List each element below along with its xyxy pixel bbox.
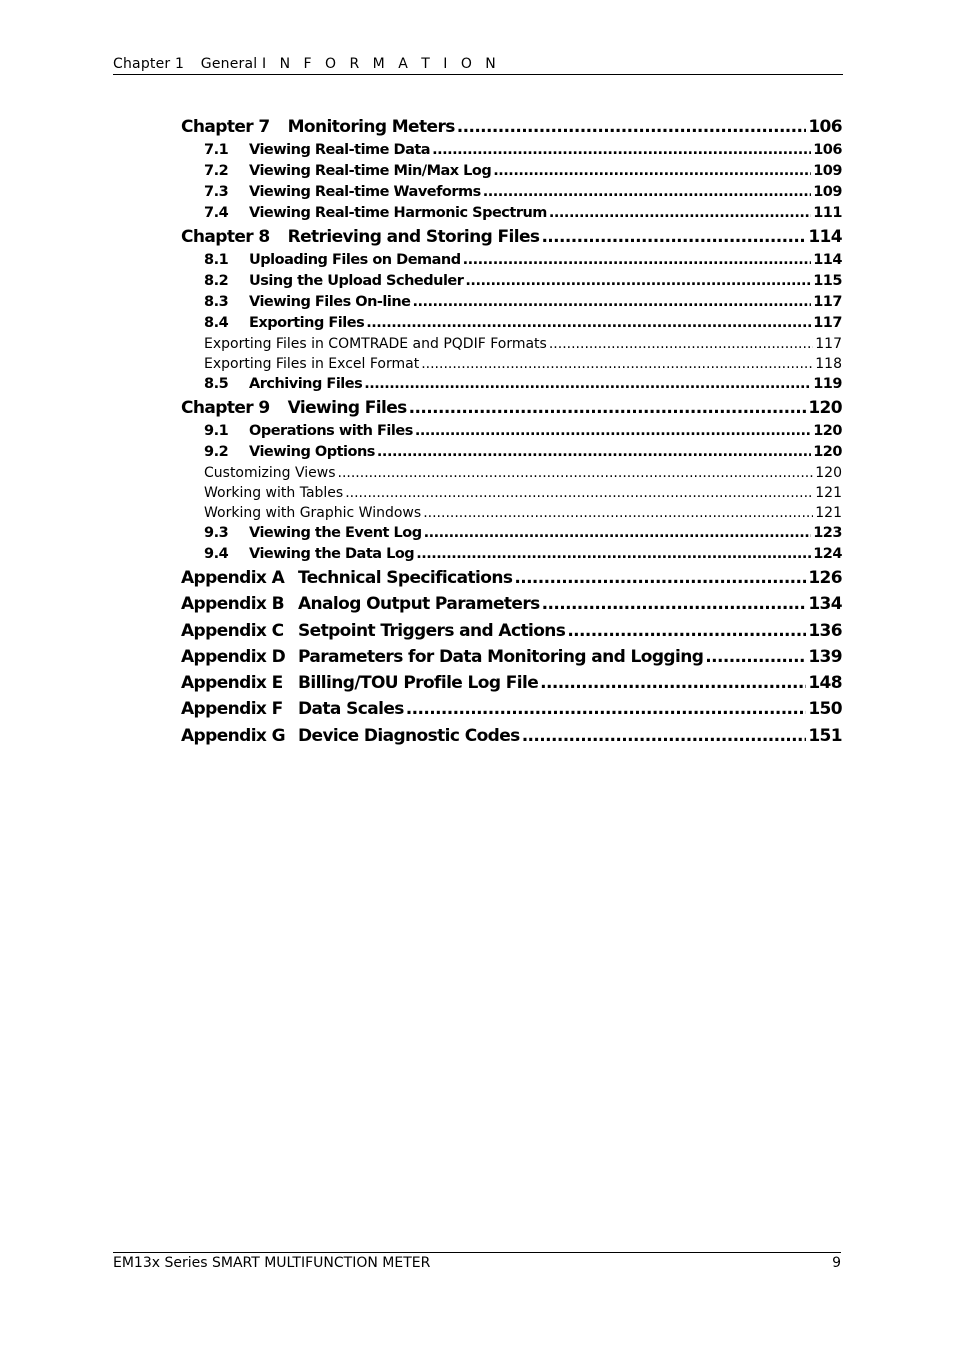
toc-entry[interactable] [181, 544, 842, 565]
toc-entry-number: Appendix F [181, 699, 283, 720]
toc-entry[interactable] [181, 354, 842, 374]
dot-leader [364, 374, 811, 395]
toc-entry-page-number: 106 [808, 117, 842, 137]
toc-entry-title: Viewing Files On-line [249, 294, 411, 310]
toc-entry-title-group [181, 565, 512, 591]
header-chapter: Chapter 1 [113, 56, 185, 72]
toc-entry-title-group [204, 334, 547, 354]
toc-entry-page-number: 120 [813, 444, 842, 460]
toc-entry-title: Working with Graphic Windows [204, 505, 422, 521]
toc-entry-title: Technical Specifications [298, 568, 513, 588]
toc-entry-title-group [204, 503, 421, 523]
toc-entry-title-group [181, 395, 407, 421]
toc-entry-title-group [181, 114, 455, 140]
toc-entry[interactable] [181, 591, 842, 617]
toc-entry-title: Exporting Files [249, 315, 365, 331]
toc-entry-number: 8.4 [204, 315, 229, 331]
toc-entry-page-number: 115 [813, 273, 842, 289]
toc-entry-page-number: 126 [808, 568, 842, 588]
toc-entry-title-group [181, 224, 539, 250]
dot-leader [338, 463, 814, 483]
toc-entry-number: 7.4 [204, 205, 229, 221]
dot-leader [522, 723, 807, 749]
toc-entry[interactable] [181, 696, 842, 722]
toc-entry-number: Appendix D [181, 646, 286, 667]
dot-leader [705, 644, 806, 670]
toc-entry[interactable] [181, 334, 842, 354]
toc-entry-title: Viewing Options [249, 444, 375, 460]
toc-entry-title: Viewing the Event Log [249, 525, 422, 541]
dot-leader [413, 292, 812, 313]
running-footer [113, 1252, 841, 1271]
toc-entry-title: Device Diagnostic Codes [298, 725, 520, 746]
toc-entry-title: Exporting Files in COMTRADE and PQDIF Formats [204, 336, 547, 352]
dot-leader [540, 670, 806, 696]
toc-entry-title: Parameters for Data Monitoring and Logging [298, 646, 704, 667]
toc-entry-number: 9.1 [204, 423, 229, 439]
toc-entry-title: Viewing the Data Log [249, 546, 415, 562]
toc-entry-title-group [204, 250, 461, 271]
toc-entry-page-number: 121 [815, 505, 842, 521]
toc-entry-title: Monitoring Meters [287, 117, 455, 137]
toc-entry-title-group [204, 523, 422, 544]
toc-entry-title-group [181, 644, 703, 670]
toc-entry-title: Exporting Files in Excel Format [204, 356, 420, 372]
toc-entry[interactable] [181, 644, 842, 670]
dot-leader [514, 565, 806, 591]
toc-entry-number: 8.2 [204, 273, 229, 289]
toc-entry-number: 9.3 [204, 525, 229, 541]
toc-entry-title: Viewing Real-time Min/Max Log [249, 163, 492, 179]
toc-entry-title-group [181, 591, 540, 617]
toc-entry[interactable] [181, 250, 842, 271]
toc-entry-title-group [204, 544, 414, 565]
dot-leader [549, 334, 813, 354]
toc-entry-page-number: 114 [813, 252, 842, 268]
toc-entry-number: Appendix E [181, 673, 283, 694]
toc-entry-page-number: 121 [815, 485, 842, 501]
toc-entry[interactable] [181, 395, 842, 421]
dot-leader [493, 161, 811, 182]
dot-leader [567, 618, 806, 644]
toc-entry-number: 7.1 [204, 142, 229, 158]
toc-entry[interactable] [181, 292, 842, 313]
toc-entry-title-group [181, 670, 538, 696]
toc-entry-title: Archiving Files [249, 376, 363, 392]
toc-entry-page-number: 114 [808, 227, 842, 247]
toc-entry-page-number: 139 [808, 646, 842, 667]
toc-entry-title-group [204, 442, 375, 463]
toc-entry-title: Customizing Views [204, 465, 336, 481]
toc-entry-page-number: 134 [808, 594, 842, 615]
toc-entry-title-group [204, 463, 336, 483]
header-section-word1: General [200, 56, 258, 72]
toc-entry-page-number: 120 [815, 465, 842, 481]
toc-entry[interactable] [181, 203, 842, 224]
dot-leader [423, 503, 813, 523]
dot-leader [463, 250, 812, 271]
toc-entry-title: Analog Output Parameters [298, 594, 540, 615]
toc-entry-number: 8.5 [204, 376, 229, 392]
toc-entry-page-number: 148 [808, 673, 842, 694]
toc-entry-page-number: 117 [813, 294, 842, 310]
toc-entry-number: Chapter 8 [181, 227, 270, 247]
toc-entry-number: 9.4 [204, 546, 229, 562]
toc-entry-page-number: 123 [813, 525, 842, 541]
dot-leader [424, 523, 812, 544]
toc-entry-page-number: 118 [815, 356, 842, 372]
toc-entry-title-group [204, 313, 364, 334]
toc-entry-page-number: 117 [813, 315, 842, 331]
header-section-word2: I N F O R M A T I O N [262, 56, 501, 72]
dot-leader [465, 271, 811, 292]
toc-entry-number: 9.2 [204, 444, 229, 460]
toc-entry-title-group [204, 203, 547, 224]
dot-leader [541, 224, 806, 250]
toc-entry-number: 7.2 [204, 163, 229, 179]
toc-entry-page-number: 117 [815, 336, 842, 352]
toc-entry-title: Working with Tables [204, 485, 344, 501]
toc-entry[interactable] [181, 271, 842, 292]
dot-leader [406, 696, 807, 722]
toc-entry-title: Using the Upload Scheduler [249, 273, 464, 289]
toc-entry-number: Chapter 7 [181, 117, 270, 137]
dot-leader [457, 114, 807, 140]
toc-entry[interactable] [181, 618, 842, 644]
toc-entry-title-group [204, 421, 413, 442]
toc-entry-title-group [181, 723, 520, 749]
toc-entry-page-number: 109 [813, 163, 842, 179]
toc-entry-title-group [204, 271, 463, 292]
toc-entry[interactable] [181, 161, 842, 182]
dot-leader [366, 313, 811, 334]
toc-entry-title-group [204, 161, 491, 182]
dot-leader [416, 544, 811, 565]
toc-entry-page-number: 119 [813, 376, 842, 392]
footer-page-number: 9 [832, 1255, 841, 1271]
toc-entry[interactable] [181, 523, 842, 544]
toc-entry-number: Appendix G [181, 725, 285, 746]
toc-entry-title: Setpoint Triggers and Actions [298, 620, 566, 641]
dot-leader [549, 203, 811, 224]
toc-entry-title-group [204, 140, 430, 161]
dot-leader [542, 591, 807, 617]
dot-leader [421, 354, 813, 374]
toc-entry[interactable] [181, 565, 842, 591]
toc-entry-number: Appendix B [181, 594, 284, 615]
toc-entry-title: Retrieving and Storing Files [287, 227, 540, 247]
toc-entry[interactable] [181, 182, 842, 203]
toc-entry-title-group [181, 696, 404, 722]
toc-entry[interactable] [181, 463, 842, 483]
toc-entry[interactable] [181, 503, 842, 523]
toc-entry-title-group [204, 374, 362, 395]
toc-entry-page-number: 111 [813, 205, 842, 221]
toc-entry-title-group [204, 292, 411, 313]
dot-leader [345, 483, 813, 503]
toc-entry-number: 8.3 [204, 294, 229, 310]
toc-entry-title-group [204, 354, 419, 374]
toc-entry-page-number: 106 [813, 142, 842, 158]
toc-entry-page-number: 150 [808, 699, 842, 720]
dot-leader [483, 182, 811, 203]
toc-entry-title-group [204, 182, 481, 203]
toc-entry-title-group [204, 483, 343, 503]
toc-entry-number: Appendix A [181, 568, 285, 588]
toc-entry-title: Operations with Files [249, 423, 413, 439]
footer-product-name: EM13x Series SMART MULTIFUNCTION METER [113, 1255, 431, 1271]
toc-entry-page-number: 120 [813, 423, 842, 439]
toc-entry[interactable] [181, 374, 842, 395]
toc-entry-title: Data Scales [298, 699, 404, 720]
toc-entry[interactable] [181, 140, 842, 161]
toc-entry-number: 8.1 [204, 252, 229, 268]
running-header [113, 56, 843, 75]
toc-entry[interactable] [181, 421, 842, 442]
dot-leader [377, 442, 811, 463]
toc-entry[interactable] [181, 723, 842, 749]
toc-entry[interactable] [181, 313, 842, 334]
toc-entry-number: Chapter 9 [181, 398, 270, 418]
toc-entry-page-number: 151 [808, 725, 842, 746]
toc-entry[interactable] [181, 442, 842, 463]
toc-entry-title: Viewing Files [287, 398, 407, 418]
toc-entry-number: 7.3 [204, 184, 229, 200]
toc-entry-title: Billing/TOU Profile Log File [298, 673, 539, 694]
dot-leader [432, 140, 811, 161]
toc-entry-title: Viewing Real-time Harmonic Spectrum [249, 205, 547, 221]
dot-leader [409, 395, 807, 421]
toc-entry-page-number: 136 [808, 620, 842, 641]
toc-entry-title: Uploading Files on Demand [249, 252, 461, 268]
toc-entry-page-number: 124 [813, 546, 842, 562]
toc-entry[interactable] [181, 670, 842, 696]
dot-leader [415, 421, 811, 442]
toc-entry[interactable] [181, 224, 842, 250]
toc-entry[interactable] [181, 114, 842, 140]
toc-entry-title: Viewing Real-time Data [249, 142, 431, 158]
toc-entry-title: Viewing Real-time Waveforms [249, 184, 481, 200]
toc-entry-page-number: 120 [808, 398, 842, 418]
toc-entry-number: Appendix C [181, 620, 284, 641]
toc-entry-title-group [181, 618, 565, 644]
toc-entry-page-number: 109 [813, 184, 842, 200]
table-of-contents [181, 114, 842, 749]
toc-entry[interactable] [181, 483, 842, 503]
